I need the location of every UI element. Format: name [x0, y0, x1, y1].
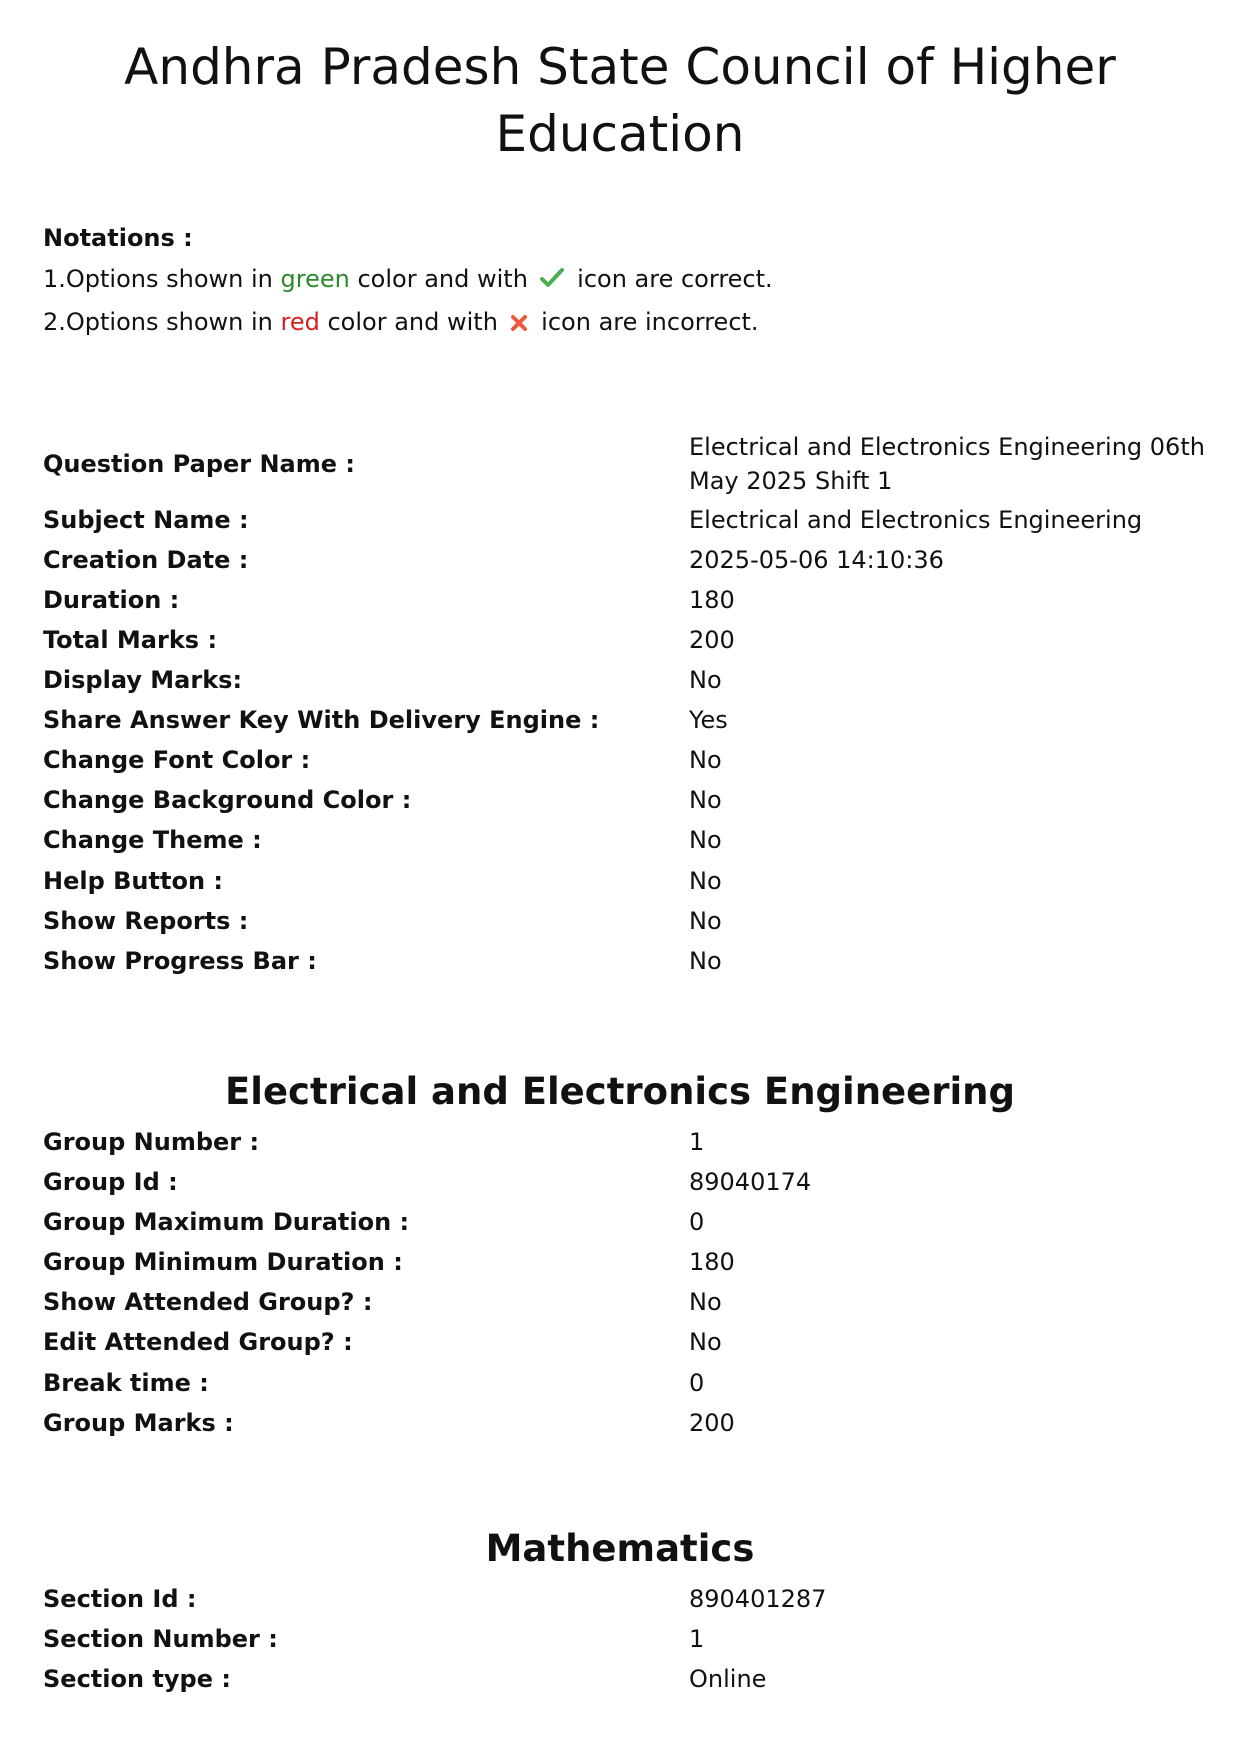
group-title: Electrical and Electronics Engineering — [224, 1070, 1015, 1113]
info-label: Share Answer Key With Delivery Engine : — [43, 706, 600, 734]
section-label: Section Id : — [43, 1585, 197, 1613]
group-value: 0 — [689, 1369, 705, 1397]
group-value: No — [689, 1328, 722, 1356]
info-label: Show Reports : — [43, 907, 249, 935]
info-value: No — [689, 666, 722, 694]
group-value: 0 — [689, 1208, 705, 1236]
notation-correct — [43, 259, 773, 302]
group-label: Show Attended Group? : — [43, 1288, 373, 1316]
info-label: Creation Date : — [43, 546, 249, 574]
notation-incorrect-prefix: 2.Options shown in — [43, 308, 281, 336]
group-value: 89040174 — [689, 1168, 812, 1196]
notation-incorrect — [43, 302, 773, 345]
notation-correct-color-word: green — [280, 265, 350, 293]
info-value: No — [689, 826, 722, 854]
notation-correct-prefix: 1.Options shown in — [43, 265, 281, 293]
info-label: Question Paper Name : — [43, 450, 355, 478]
info-value: No — [689, 907, 722, 935]
info-label: Subject Name : — [43, 506, 249, 534]
info-value: No — [689, 867, 722, 895]
info-label: Change Font Color : — [43, 746, 311, 774]
section-title: Mathematics — [485, 1527, 755, 1570]
group-value: No — [689, 1288, 722, 1316]
section-value: 890401287 — [689, 1585, 827, 1613]
group-label: Group Number : — [43, 1128, 260, 1156]
info-value: 200 — [689, 626, 735, 654]
info-label: Display Marks: — [43, 666, 243, 694]
notations-block — [43, 218, 773, 345]
info-value: 2025-05-06 14:10:36 — [689, 546, 944, 574]
info-label: Change Theme : — [43, 826, 262, 854]
info-value: Yes — [689, 706, 728, 734]
group-label: Group Marks : — [43, 1409, 234, 1437]
group-label: Break time : — [43, 1369, 209, 1397]
info-value: No — [689, 947, 722, 975]
group-label: Group Maximum Duration : — [43, 1208, 410, 1236]
notation-incorrect-color-word: red — [280, 308, 320, 336]
info-label: Duration : — [43, 586, 180, 614]
notation-incorrect-middle: color and with — [319, 308, 506, 336]
notations-heading: Notations : — [43, 224, 193, 252]
group-value: 200 — [689, 1409, 735, 1437]
group-label: Group Minimum Duration : — [43, 1248, 403, 1276]
info-value: No — [689, 786, 722, 814]
check-icon — [540, 261, 564, 302]
info-label: Help Button : — [43, 867, 223, 895]
notation-incorrect-suffix: icon are incorrect. — [533, 308, 759, 336]
info-value: Electrical and Electronics Engineering 06th May 2025 Shift 1 — [689, 433, 1205, 495]
section-value: 1 — [689, 1625, 705, 1653]
info-label: Show Progress Bar : — [43, 947, 317, 975]
group-label: Edit Attended Group? : — [43, 1328, 353, 1356]
section-label: Section Number : — [43, 1625, 278, 1653]
notation-correct-suffix: icon are correct. — [569, 265, 773, 293]
group-value: 180 — [689, 1248, 735, 1276]
info-label: Total Marks : — [43, 626, 218, 654]
notation-correct-middle: color and with — [349, 265, 536, 293]
cross-icon — [510, 304, 528, 345]
info-value: No — [689, 746, 722, 774]
document-title: Andhra Pradesh State Council of Higher Education — [124, 38, 1116, 163]
info-value: Electrical and Electronics Engineering — [689, 506, 1143, 534]
group-value: 1 — [689, 1128, 705, 1156]
section-label: Section type : — [43, 1665, 231, 1693]
info-row-question-paper-name — [43, 430, 1203, 498]
info-label: Change Background Color : — [43, 786, 412, 814]
info-value: 180 — [689, 586, 735, 614]
section-value: Online — [689, 1665, 767, 1693]
group-label: Group Id : — [43, 1168, 178, 1196]
